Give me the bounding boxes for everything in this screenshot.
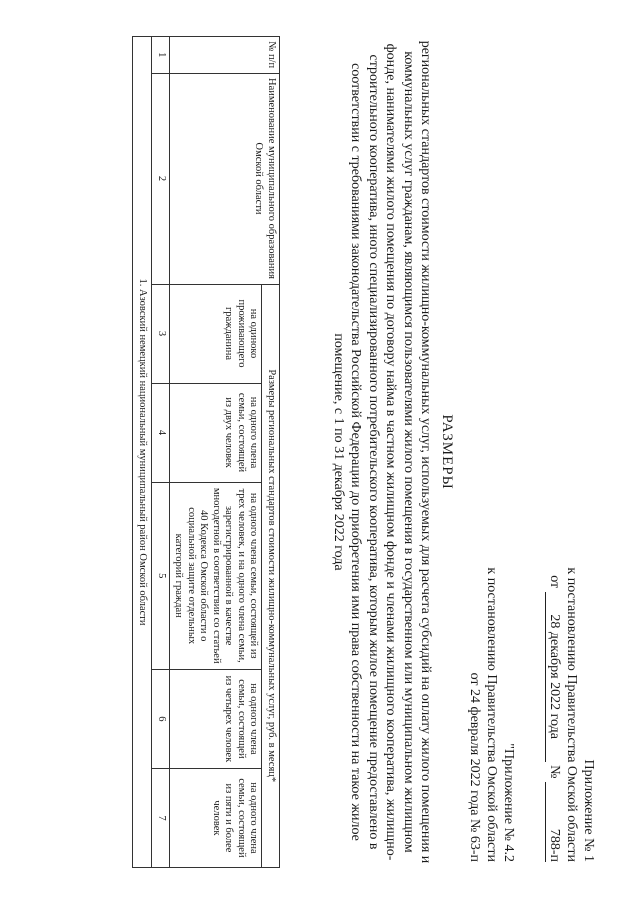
col-header-no: № п/п [170, 37, 280, 74]
appendix-1-number: 788-п [545, 782, 563, 862]
region-row: 1. Азовский немецкий национальный муниципальный район Омской области [133, 37, 153, 868]
standards-table [132, 36, 280, 868]
appendix-1-date: 28 декабря 2022 года [545, 592, 563, 762]
appendix-4-2-subtitle: к постановлению Правительства Омской области [484, 567, 499, 862]
title-heading: РАЗМЕРЫ [439, 414, 455, 490]
date-prefix: от [547, 575, 562, 589]
col-group-header: Размеры региональных стандартов стоимости жилищно-коммунальных услуг, руб. в месяц* [262, 284, 280, 867]
sub-header-two: на одного члена семьи, состоящей из двух человек [170, 383, 263, 482]
appendix-1-header [545, 402, 597, 862]
rotated-sheet [25, 22, 615, 882]
col-number: 2 [152, 73, 170, 284]
col-number: 5 [152, 482, 170, 669]
appendix-4-2-header [466, 402, 517, 862]
number-sign: № [547, 765, 562, 779]
col-number: 4 [152, 383, 170, 482]
appendix-4-2-date: от 24 февраля 2022 года № 63-п [467, 672, 482, 862]
sub-header-three: на одного члена семьи, состоящей из трех человек, и на одного члена семьи, зарегистрированной в качестве многодетной в соответствии со статьей 40 Кодекса Омской области о социальной защите отдельных категорий граждан [170, 482, 263, 669]
appendix-1-date-line [545, 402, 563, 862]
sub-header-single: на одиноко проживающего гражданина [170, 284, 263, 383]
sub-header-five: на одного члена семьи, состоящей из пяти и более человек [170, 768, 263, 867]
appendix-1-title: Приложение № 1 [581, 759, 596, 862]
appendix-1-subtitle: к постановлению Правительства Омской области [564, 567, 579, 862]
document-title [330, 32, 456, 872]
col-number: 1 [152, 37, 170, 74]
sub-header-four: на одного члена семьи, состоящей из четырех человек [170, 669, 263, 768]
col-number: 6 [152, 669, 170, 768]
col-number: 3 [152, 284, 170, 383]
col-header-municipality: Наименование муниципального образования Омской области [170, 73, 280, 284]
appendix-4-2-title: "Приложение № 4.2 [501, 743, 516, 862]
title-text: региональных стандартов стоимости жилищно-коммунальных услуг, используемых для расчета субсидий на оплату жилого помещения и коммунальных услуг гражданам, являющимся пользователями жилого помещения в государственном или муниципальном жилищном фонде, нанимателями жилого помещения по договору найма в частном жилищном фонде и членами жилищного кооператива, жилищно-строительного кооператива, иного специализированного потребительского кооператива, которым жилое помещение предоставлено в соответствии с требованиями законодательства Российской Федерации до приобретения ими права собственности на такое жилое помещение, с 1 по 31 декабря 2022 года [331, 40, 434, 864]
col-number: 7 [152, 768, 170, 867]
